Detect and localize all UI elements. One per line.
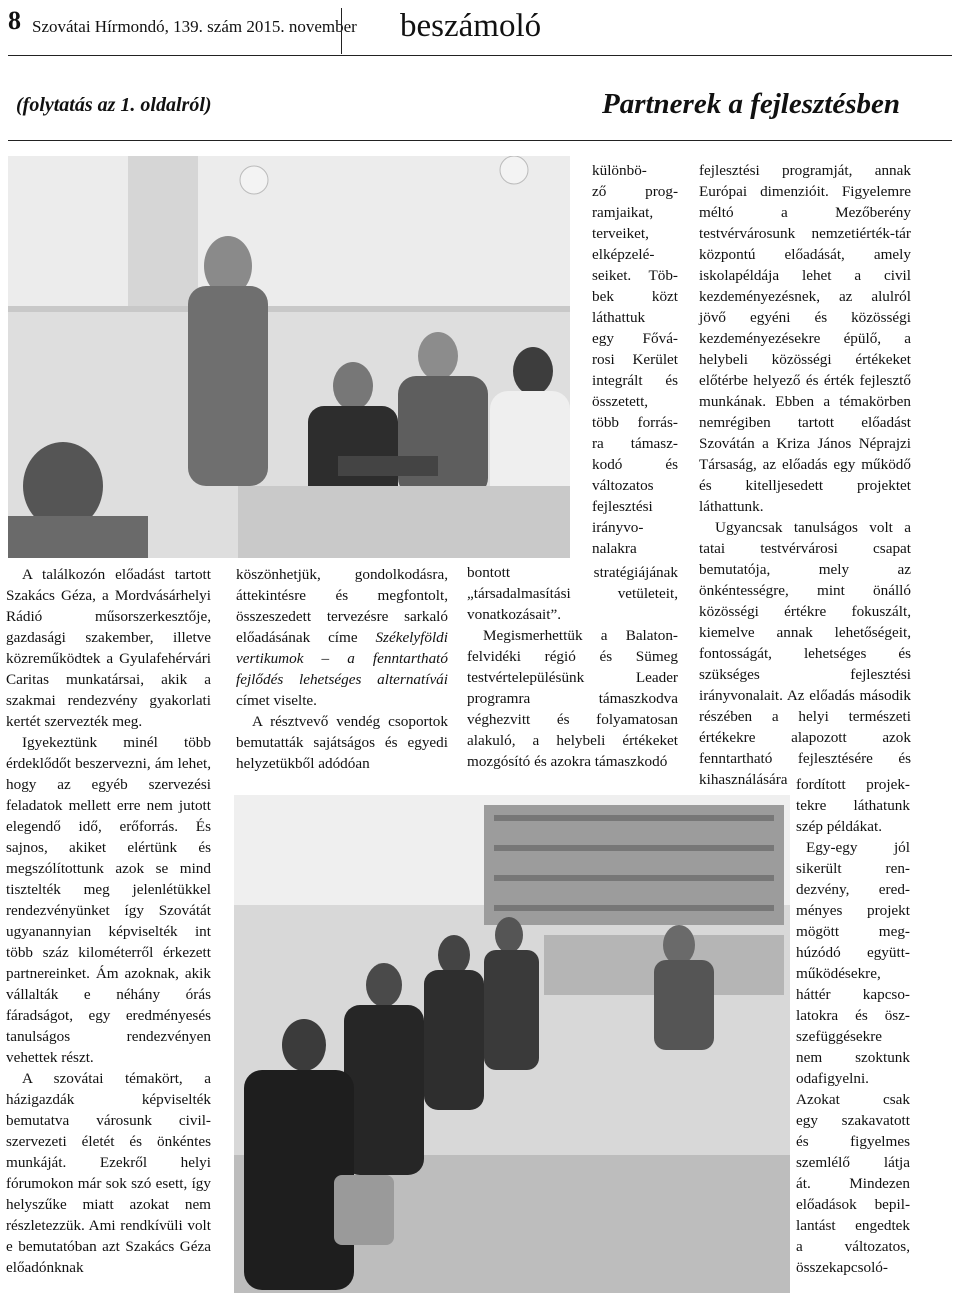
col4-line: ményes projekt <box>796 902 910 919</box>
col1-paragraph-3: A szovátai témakört, a házigazdák képviselték bemutatva városunk civil-szervezeti életét és önkéntes munkáját. Ezekről helyi fórumokon már sok szó esett, így helyszűke miatt azokat nem részletezzük. Ami rendkívüli volt e bemutatóban azt Szakács Géza előadónknak <box>6 1070 211 1276</box>
col3-line: különbö- <box>592 162 647 179</box>
section-title: beszámoló <box>400 8 542 44</box>
col4-line: odafigyelni. <box>796 1070 869 1087</box>
col3-line: láthattuk <box>592 309 646 326</box>
column-2 <box>236 564 448 774</box>
article-title: Partnerek a fejlesztésben <box>601 88 900 120</box>
col4-line: latokra és ösz- <box>796 1007 910 1024</box>
col3-line: összetett, <box>592 393 649 410</box>
col4-line: egy szakavatott <box>796 1112 910 1129</box>
col3-line: kodó és <box>592 456 678 473</box>
col3-line: nalakra <box>592 540 637 557</box>
publication-info: Szovátai Hírmondó, 139. szám 2015. november <box>32 17 357 36</box>
col3-line: egy Fővá- <box>592 330 678 347</box>
col3-line: változatos <box>592 477 654 494</box>
col2-paragraph-1 <box>236 564 448 711</box>
col4-line: át. Mindezen <box>796 1175 910 1192</box>
header-divider <box>341 8 342 54</box>
col3-line: ra támasz- <box>592 435 678 452</box>
col3-line: ramjaikat, <box>592 204 654 221</box>
column-4 <box>699 160 911 790</box>
col4-line: húzódó együtt- <box>796 944 910 961</box>
col4-line: háttér kapcso- <box>796 986 910 1003</box>
col4-line: összekapcsoló- <box>796 1259 888 1276</box>
column-1 <box>6 564 211 1278</box>
col4-line: nem szoktunk <box>796 1049 910 1066</box>
col3-line: terveiket, <box>592 225 649 242</box>
subheader-rule <box>8 140 952 141</box>
col4-line: sikerült ren- <box>796 860 910 877</box>
col3-line: ző prog- <box>592 183 678 200</box>
col4-line: fordított projek- <box>796 776 910 793</box>
col4-line: dezvény, ered- <box>796 881 910 898</box>
col3-line: több forrás- <box>592 414 678 431</box>
col4-line: előadások bepil- <box>796 1196 910 1213</box>
col3-paragraph-2: Megismerhettük a Balaton-felvidéki régió és Sümeg testvértelepülésünk Leader programra támaszkodva véghezvitt és folyamatosan alakuló, a helybeli értékeket mozgósító és azokra támaszkodó <box>467 627 678 770</box>
col2-p1-end: címet viselte. <box>236 692 317 709</box>
col3-paragraph-1-end: bontott stratégiájának „társadalmasítási vetületeit, vonatkozásait”. <box>467 564 678 623</box>
lecture-title: Székelyföldi vertikumok – a fenntartható fejlődés lehetséges alternatívái <box>236 629 448 688</box>
col4-line: Azokat csak <box>796 1091 910 1108</box>
col3-line: elképzelé- <box>592 246 655 263</box>
col4-line: működésekre, <box>796 965 881 982</box>
col1-paragraph-1: A találkozón előadást tartott Szakács Géza, a Mordvásárhelyi Rádió műsorszerkesztője, gazdasági szakember, illetve közreműködtek a Gyulafehérvári Caritas munkatársai, akik a szakmai rendezvény gyakorlati kertét szervezték meg. <box>6 566 211 730</box>
column-3-narrow <box>592 160 678 559</box>
col4-line: mögött meg- <box>796 923 910 940</box>
col4-line: szefüggésekre <box>796 1028 883 1045</box>
col4-paragraph-2: Ugyancsak tanulságos volt a tatai testvérvárosi csapat bemutatója, mely az önkéntességre, mint önálló közösségi értékre fokuszált, kiemelve annak lehetőségeit, fontosságát, lehetséges és szükséges fejlesztési irányvonalait. Az előadás második részében a helyi természeti értékekre alapozott azok fenntartható fejlesztésére és kihasználására <box>699 519 911 788</box>
col3-line: irányvo- <box>592 519 644 536</box>
col3-line: integrált és <box>592 372 678 389</box>
col3-line: seiket. Töb- <box>592 267 678 284</box>
col4-line: és figyelmes <box>796 1133 910 1150</box>
meeting-photo <box>8 156 570 558</box>
col2-paragraph-2: A résztvevő vendég csoportok bemutatták sajátságos és egyedi helyzetükből adódóan <box>236 713 448 772</box>
workshop-photo <box>234 795 790 1293</box>
col3-line: bek közt <box>592 288 678 305</box>
column-3 <box>467 562 678 772</box>
col4-paragraph-1: fejlesztési programját, annak Európai dimenzióit. Figyelemre méltó a Mezőberény testvérvárosunk nemzetiérték-tár központú előadását, amely iskolapéldája lehet a civil kezdeményezésnek, az alulról jövő egyéni és közösségi kezdeményezésekre épülő, a helybeli közösségi értékeket előtérbe helyező és érték fejlesztő munkának. Ebben a témakörben nemrégiben tartott előadást Szovátán a Kriza János Néprajzi Társaság, az előadás egy működő és kitelljesedett projektet láthattunk. <box>699 162 911 515</box>
col4-line: szemlélő látja <box>796 1154 910 1171</box>
header-rule <box>8 55 952 56</box>
column-4-narrow <box>796 774 910 1278</box>
col3-line: fejlesztési <box>592 498 653 515</box>
col4-line: tekre láthatunk <box>796 797 910 814</box>
page-number: 8 <box>8 6 21 35</box>
col4-line: a változatos, <box>796 1238 910 1255</box>
col4-line: szép példákat. <box>796 818 883 835</box>
col1-paragraph-2: Igyekeztünk minél több érdeklődőt beszervezni, ám lehet, hogy az egyéb szervezési feladatok mellett erre nem jutott elegendő idő, erőforrás. És sajnos, akiket elértünk és megszólítottunk azok se mind tisztelték meg jelenlétükkel rendezvényünket így Szovátát ugyanannyian képviselték int több száz kilométerről érkezett partnereinket. Ám azoknak, akik vállalták e néhány órás fáradságot, egy eredményesés tanulságos rendezvényen vehettek részt. <box>6 734 211 1066</box>
col4-line: lantást engedtek <box>796 1217 910 1234</box>
continuation-note: (folytatás az 1. oldalról) <box>16 94 212 116</box>
col3-line: rosi Kerület <box>592 351 678 368</box>
col2-p1-start: köszönhetjük, gondolkodásra, áttekintésre és megfontolt, összeszedett tervezésre sarkaló előadásának címe <box>236 566 448 646</box>
col4-line: Egy-egy jól <box>806 839 910 856</box>
